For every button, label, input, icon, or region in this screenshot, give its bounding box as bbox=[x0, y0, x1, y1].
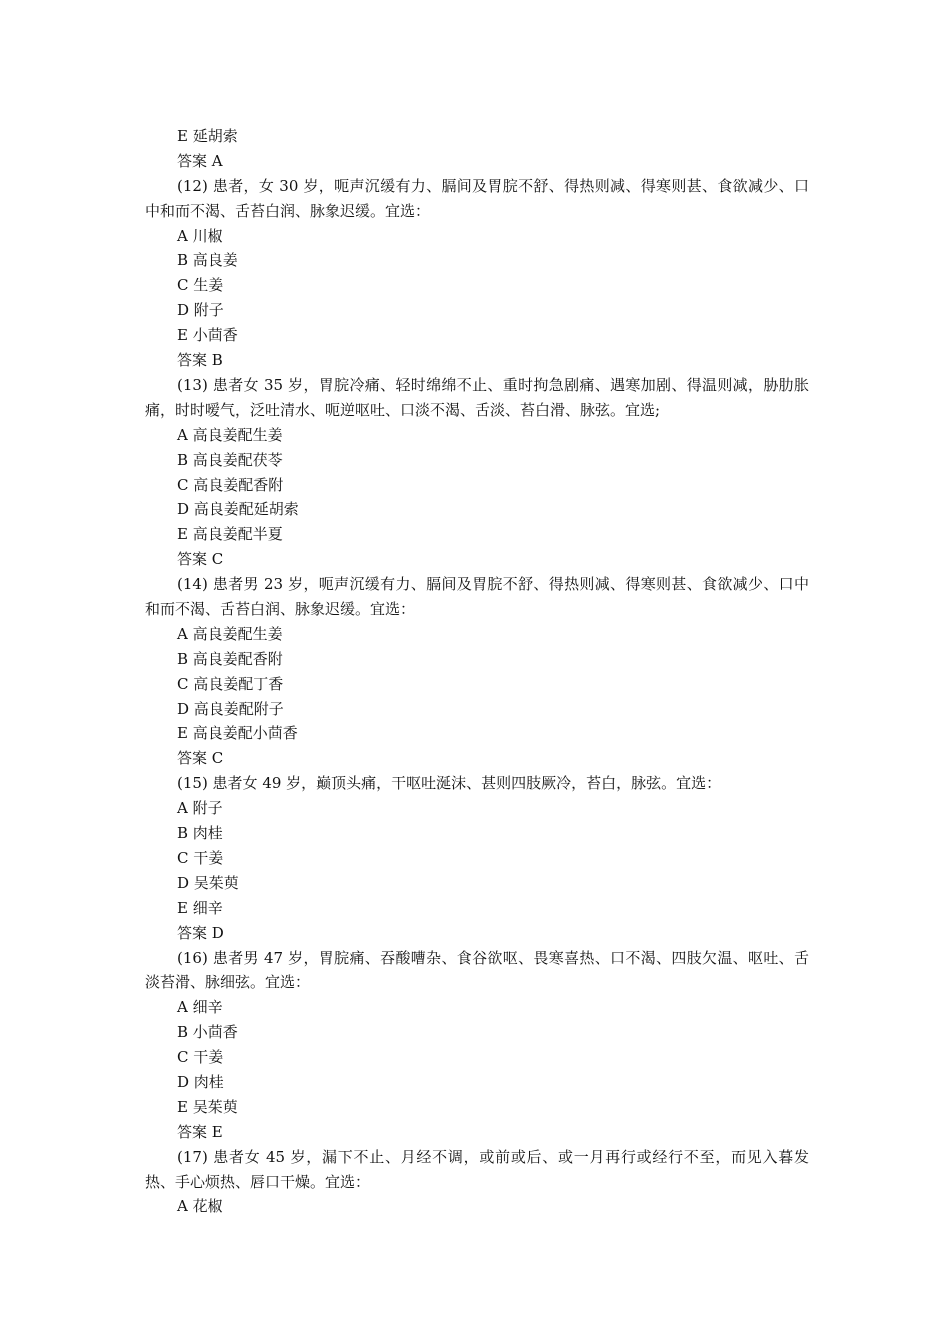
document-body bbox=[145, 124, 809, 1219]
option-item: A 花椒 bbox=[177, 1197, 223, 1216]
answer-line: 答案 D bbox=[177, 923, 224, 942]
answer-line: 答案 C bbox=[177, 749, 224, 768]
option-item: A 细辛 bbox=[177, 998, 223, 1017]
answer-line: 答案 B bbox=[177, 351, 223, 370]
question-text: (16) 患者男 47 岁，胃脘痛、吞酸嘈杂、食谷欲呕、畏寒喜热、口不渴、四肢欠温、呕吐、舌淡苔滑、脉细弦。宜选： bbox=[145, 948, 809, 992]
question-text: (12) 患者，女 30 岁，呃声沉缓有力、膈间及胃脘不舒、得热则减、得寒则甚、食欲减少、口中和而不渴、舌苔白润、脉象迟缓。宜选： bbox=[145, 176, 809, 220]
answer-line: 答案 A bbox=[177, 151, 223, 170]
question-text: (13) 患者女 35 岁，胃脘冷痛、轻时绵绵不止、重时拘急剧痛、遇寒加剧、得温则减，胁肋胀痛，时时嗳气，泛吐清水、呃逆呕吐、口淡不渴、舌淡、苔白滑、脉弦。宜选; bbox=[145, 375, 809, 419]
option-item: D 吴茱萸 bbox=[177, 873, 239, 892]
answer-line: 答案 C bbox=[177, 550, 224, 569]
option-item: E 延胡索 bbox=[177, 127, 238, 145]
option-item: A 高良姜配生姜 bbox=[177, 624, 283, 643]
option-item: D 附子 bbox=[177, 301, 224, 320]
option-item: D 高良姜配延胡索 bbox=[177, 500, 299, 519]
option-item: E 吴茱萸 bbox=[177, 1097, 238, 1116]
option-item: B 小茴香 bbox=[177, 1023, 238, 1042]
answer-line: 答案 E bbox=[177, 1122, 223, 1141]
option-item: A 高良姜配生姜 bbox=[177, 425, 283, 444]
question-text: (14) 患者男 23 岁，呃声沉缓有力、膈间及胃脘不舒、得热则减、得寒则甚、食欲减少、口中和而不渴、舌苔白润、脉象迟缓。宜选： bbox=[145, 575, 809, 618]
option-item: C 生姜 bbox=[177, 276, 224, 295]
option-item: C 干姜 bbox=[177, 1048, 224, 1067]
option-item: E 小茴香 bbox=[177, 326, 238, 345]
option-item: C 高良姜配香附 bbox=[177, 475, 284, 494]
option-item: C 干姜 bbox=[177, 848, 224, 867]
option-item: A 附子 bbox=[177, 799, 223, 818]
question-text: (15) 患者女 49 岁，巅顶头痛，干呕吐涎沫、甚则四肢厥冷，苔白，脉弦。宜选： bbox=[177, 774, 722, 793]
question-text: (17) 患者女 45 岁，漏下不止、月经不调，或前或后、或一月再行或经行不至，而见入暮发热、手心烦热、唇口干燥。宜选： bbox=[145, 1147, 809, 1191]
option-item: B 高良姜配茯苓 bbox=[177, 450, 283, 469]
option-item: A 川椒 bbox=[177, 226, 223, 245]
option-item: B 肉桂 bbox=[177, 824, 223, 843]
option-item: E 细辛 bbox=[177, 898, 223, 917]
option-item: E 高良姜配半夏 bbox=[177, 525, 283, 544]
option-item: D 肉桂 bbox=[177, 1072, 224, 1091]
option-item: C 高良姜配丁香 bbox=[177, 674, 284, 693]
option-item: E 高良姜配小茴香 bbox=[177, 724, 298, 743]
option-item: B 高良姜 bbox=[177, 251, 238, 270]
option-item: D 高良姜配附子 bbox=[177, 699, 284, 718]
option-item: B 高良姜配香附 bbox=[177, 649, 283, 668]
